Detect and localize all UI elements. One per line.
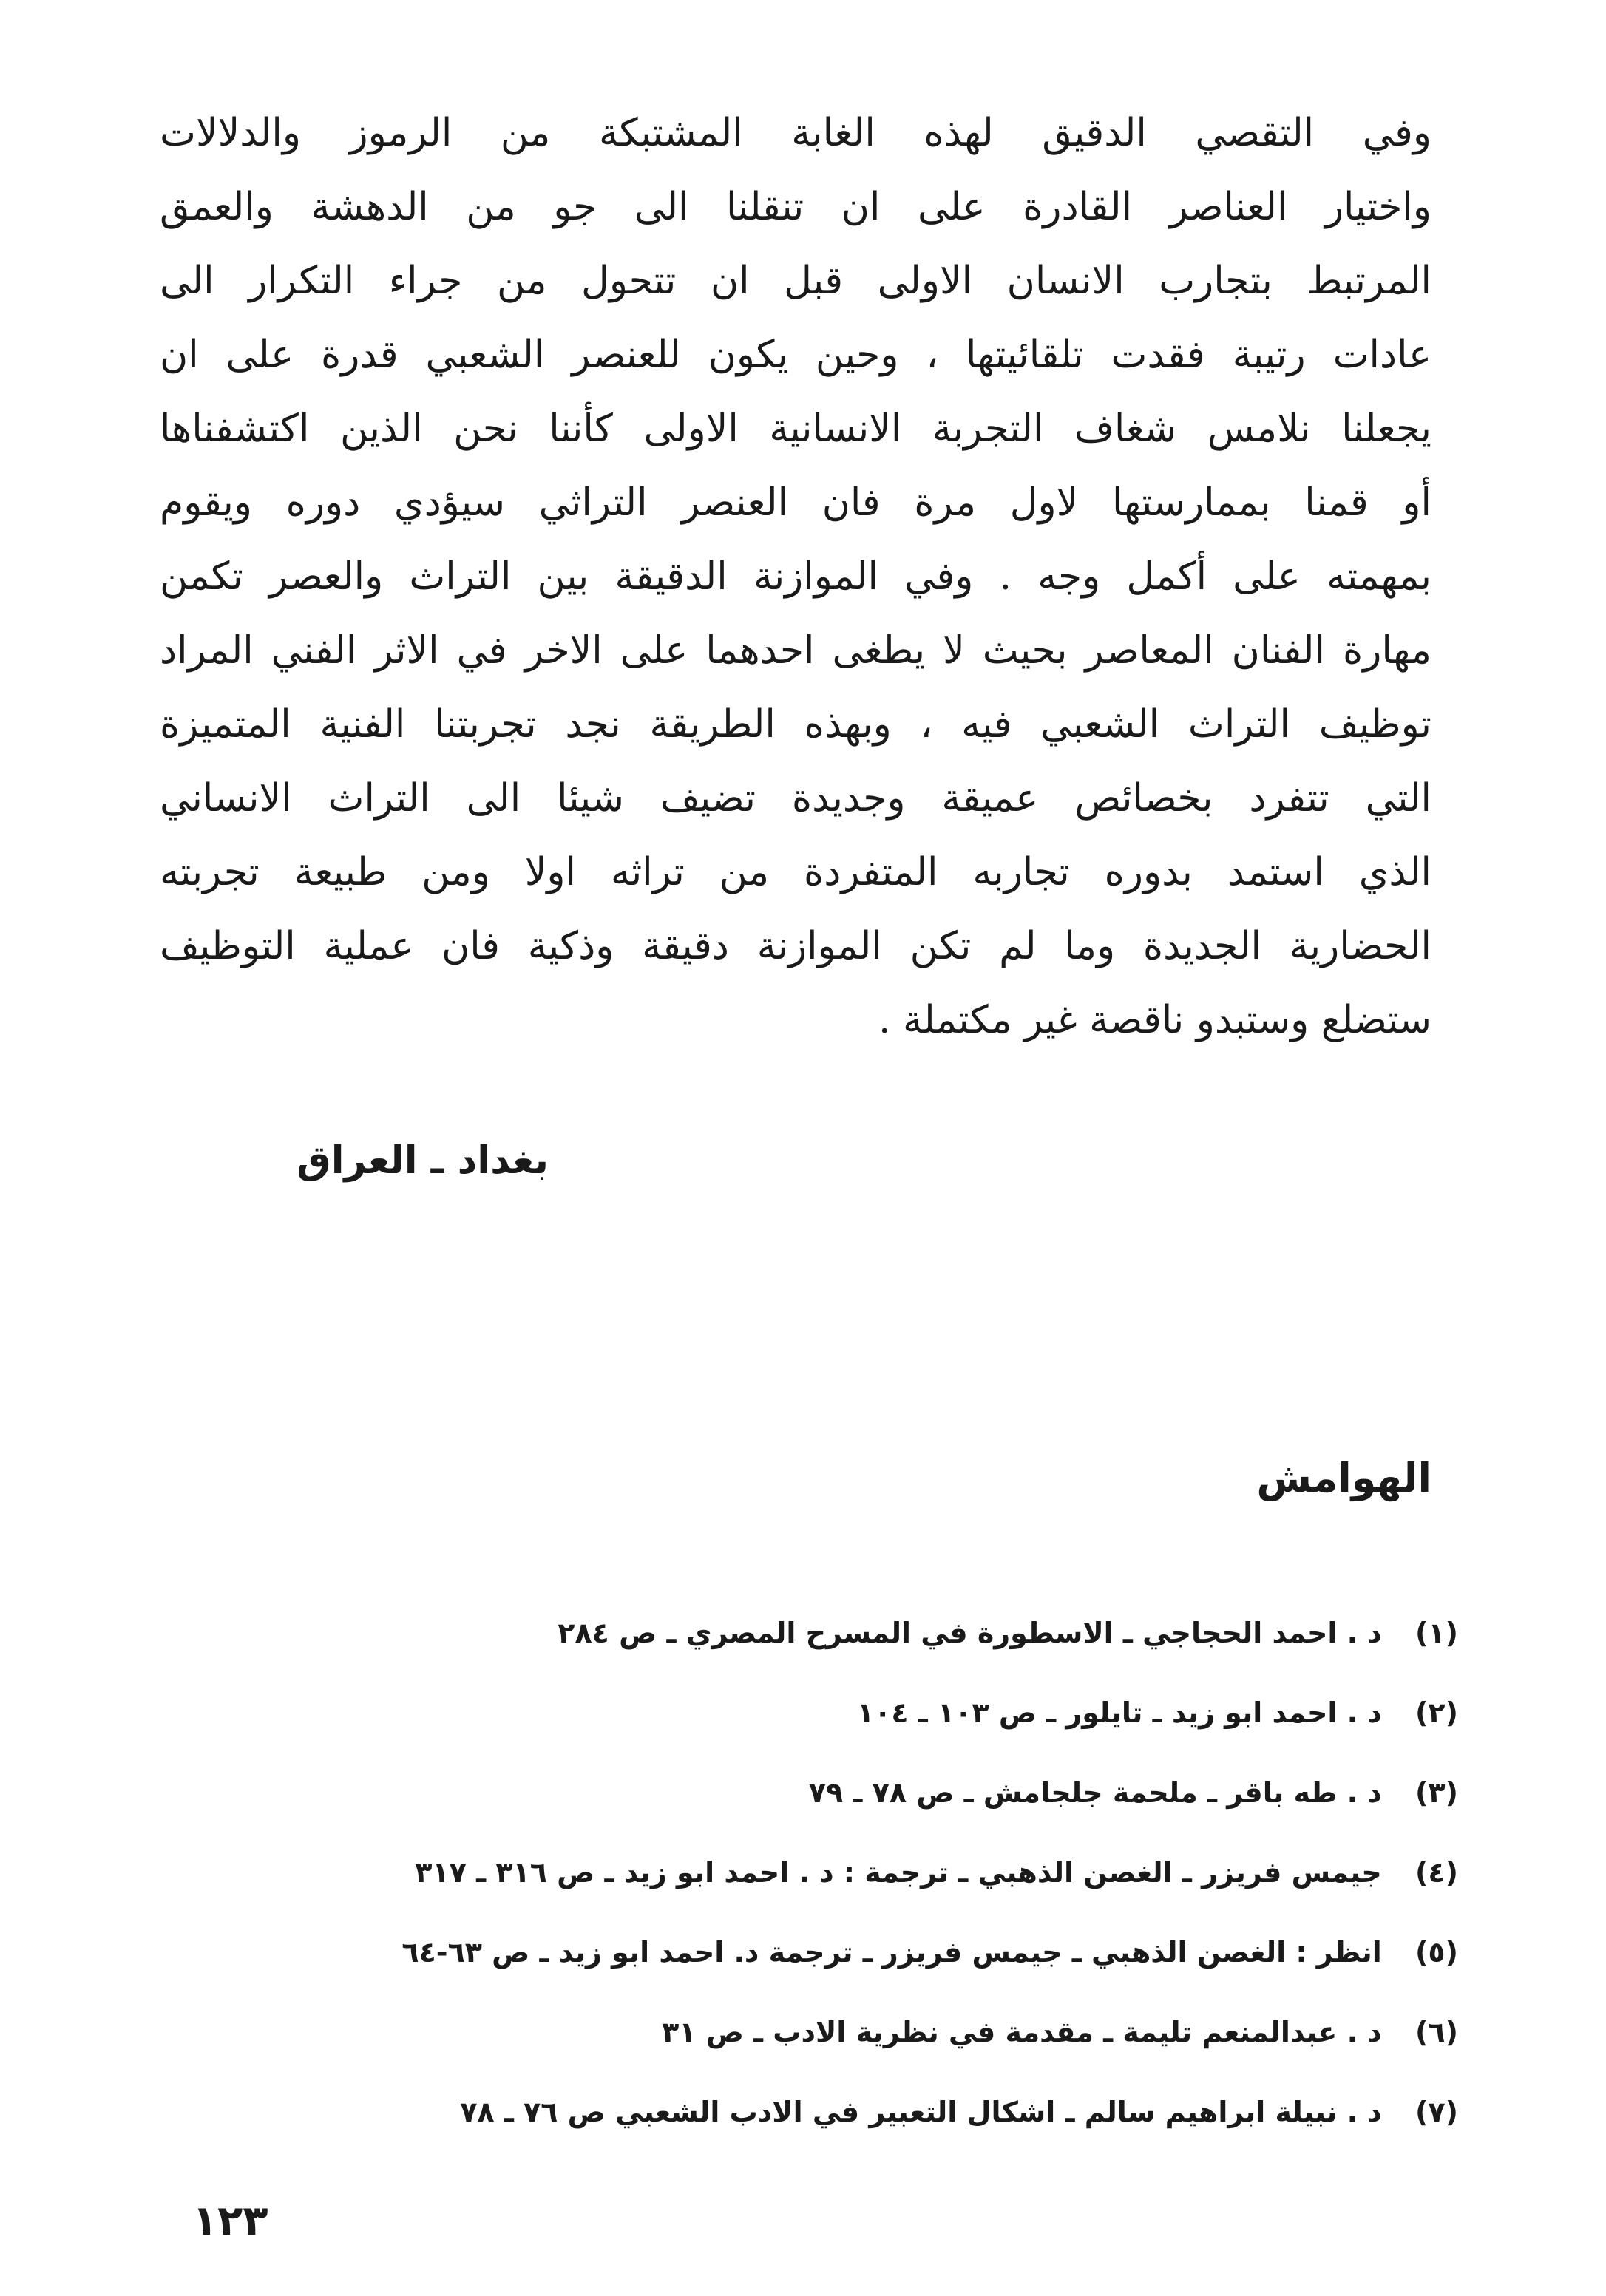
footnote-text: انظر : الغصن الذهبي ـ جيمس فريزر ـ ترجمة د. احمد ابو زيد ـ ص ٦٣-٦٤	[402, 1936, 1382, 1969]
body-line: ستضلع وستبدو ناقصة غير مكتملة .	[878, 998, 1431, 1042]
body-line: الحضارية الجديدة وما لم تكن الموازنة دقيقة وذكية فان عملية التوظيف	[160, 924, 1431, 968]
footnote-item	[142, 1833, 1458, 1912]
footnote-text: د . احمد الحجاجي ـ الاسطورة في المسرح المصري ـ ص ٢٨٤	[558, 1617, 1382, 1649]
notes-heading: الهوامش	[1256, 1455, 1431, 1501]
footnote-text: د . عبدالمنعم تليمة ـ مقدمة في نظرية الادب ـ ص ٣١	[662, 2016, 1382, 2048]
body-line: مهارة الفنان المعاصر بحيث لا يطغى احدهما على الاخر في الاثر الفني المراد	[160, 628, 1431, 673]
body-line: أو قمنا بممارستها لاول مرة فان العنصر التراثي سيؤدي دوره ويقوم	[160, 480, 1431, 525]
page-number: ١٢٣	[192, 2197, 268, 2245]
footnote-number: (٤)	[1415, 1856, 1458, 1889]
footnotes-list	[142, 1593, 1458, 2152]
footnote-number: (٦)	[1415, 2016, 1458, 2048]
body-line: يجعلنا نلامس شغاف التجربة الانسانية الاولى كأننا نحن الذين اكتشفناها	[160, 407, 1431, 451]
footnote-item	[142, 1912, 1458, 1992]
footnote-number: (٢)	[1415, 1696, 1458, 1729]
footnote-item	[142, 1593, 1458, 1673]
body-line: توظيف التراث الشعبي فيه ، وبهذه الطريقة نجد تجربتنا الفنية المتميزة	[160, 702, 1431, 747]
footnote-number: (٣)	[1415, 1776, 1458, 1809]
footnote-text: جيمس فريزر ـ الغصن الذهبي ـ ترجمة : د . احمد ابو زيد ـ ص ٣١٦ ـ ٣١٧	[415, 1856, 1382, 1889]
footnote-item	[142, 2072, 1458, 2152]
body-line: وفي التقصي الدقيق لهذه الغابة المشتبكة من الرموز والدلالات	[160, 111, 1431, 155]
body-line: عادات رتيبة فقدت تلقائيتها ، وحين يكون للعنصر الشعبي قدرة على ان	[160, 333, 1431, 377]
body-paragraph	[160, 96, 1431, 1057]
body-line: التي تتفرد بخصائص عميقة وجديدة تضيف شيئا الى التراث الانساني	[160, 776, 1431, 821]
author-location: بغداد ـ العراق	[297, 1138, 549, 1183]
footnote-number: (٥)	[1415, 1936, 1458, 1969]
body-line: المرتبط بتجارب الانسان الاولى قبل ان تتحول من جراء التكرار الى	[160, 259, 1431, 303]
footnote-text: د . طه باقر ـ ملحمة جلجامش ـ ص ٧٨ ـ ٧٩	[808, 1776, 1382, 1809]
body-line: واختيار العناصر القادرة على ان تنقلنا الى جو من الدهشة والعمق	[160, 185, 1431, 229]
body-line: الذي استمد بدوره تجاربه المتفردة من تراثه اولا ومن طبيعة تجربته	[160, 850, 1431, 894]
footnote-item	[142, 1992, 1458, 2072]
footnote-text: د . احمد ابو زيد ـ تايلور ـ ص ١٠٣ ـ ١٠٤	[856, 1696, 1382, 1729]
footnote-number: (٧)	[1415, 2096, 1458, 2128]
footnote-text: د . نبيلة ابراهيم سالم ـ اشكال التعبير في الادب الشعبي ص ٧٦ ـ ٧٨	[460, 2096, 1382, 2128]
footnote-number: (١)	[1415, 1617, 1458, 1649]
footnote-item	[142, 1753, 1458, 1833]
footnote-item	[142, 1673, 1458, 1753]
body-line: بمهمته على أكمل وجه . وفي الموازنة الدقيقة بين التراث والعصر تكمن	[160, 554, 1431, 599]
